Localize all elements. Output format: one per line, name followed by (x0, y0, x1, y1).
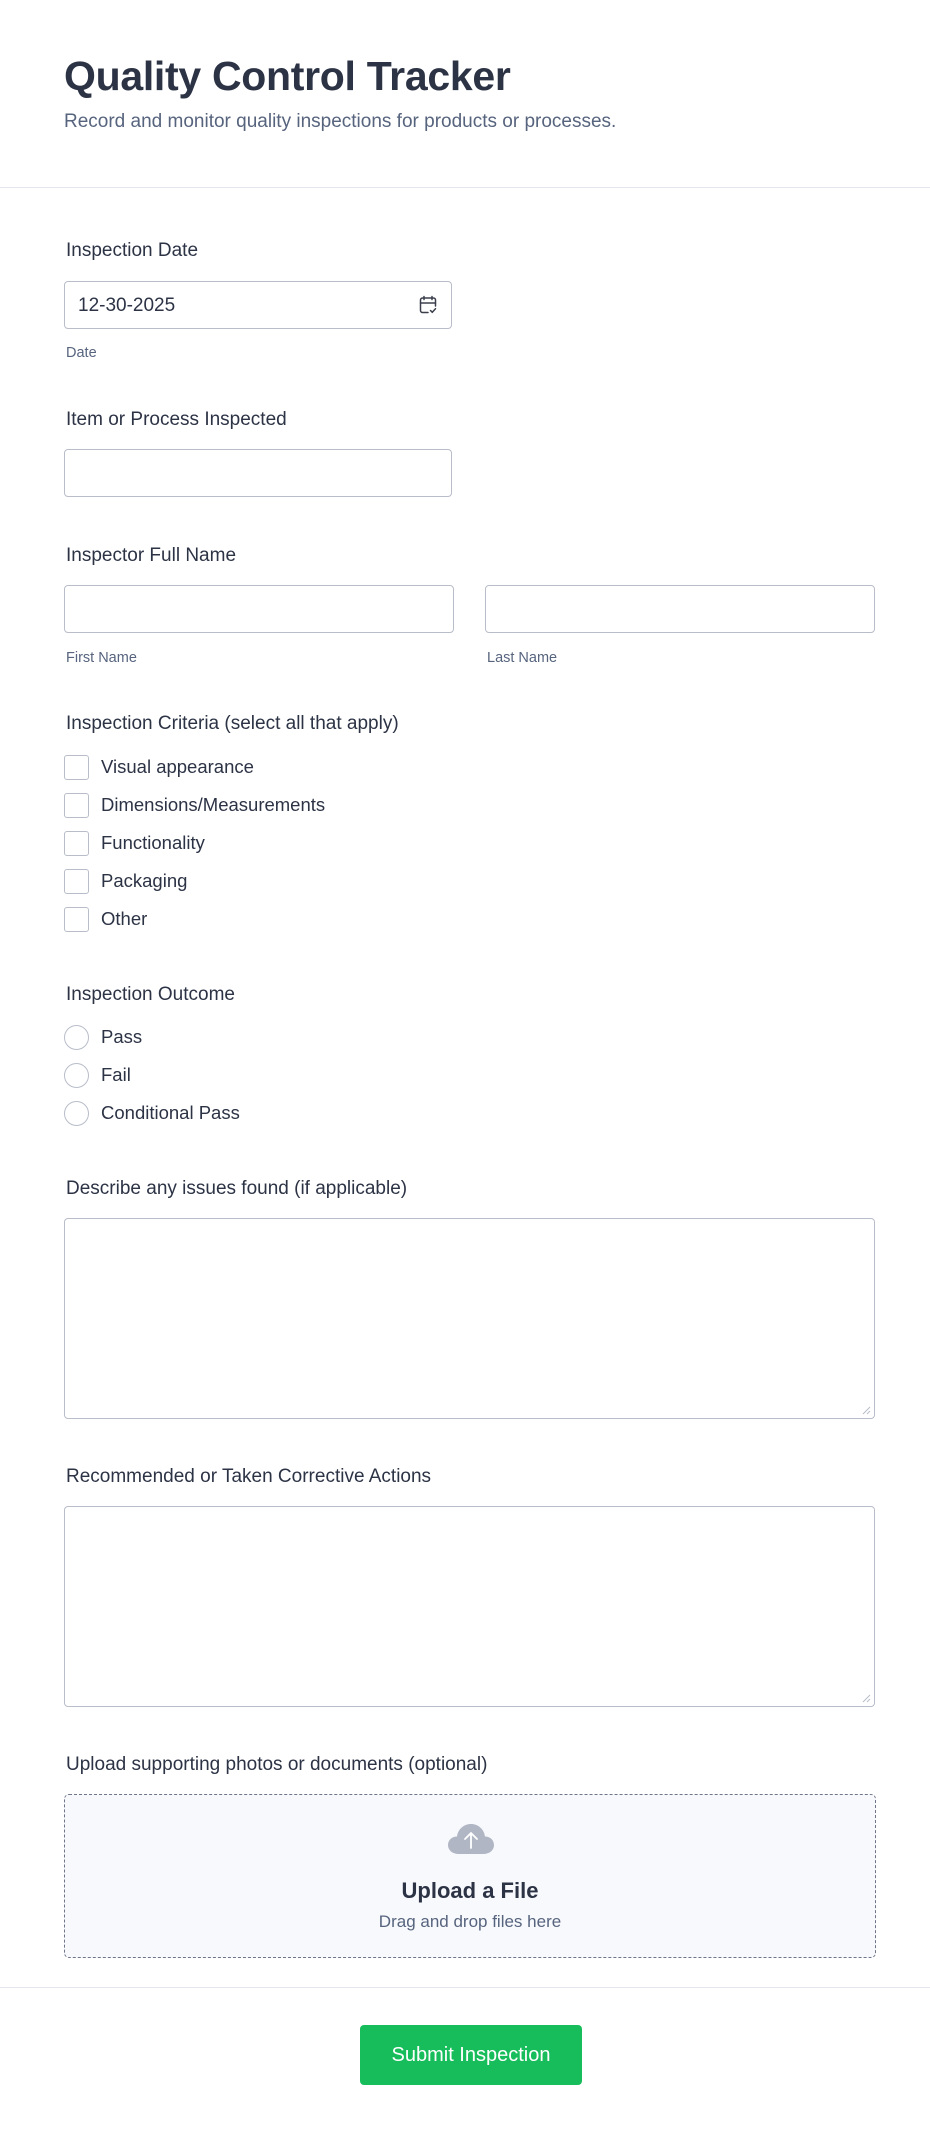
checkbox[interactable] (64, 869, 89, 894)
criteria-option-other[interactable] (64, 906, 147, 932)
inspection-date-input[interactable] (64, 281, 452, 329)
radio-label: Pass (101, 1026, 143, 1047)
first-name-sublabel: First Name (66, 650, 137, 666)
criteria-option-functionality[interactable] (64, 830, 205, 856)
submit-inspection-button[interactable]: Submit Inspection (360, 2025, 582, 2085)
checkbox-label: Other (101, 908, 148, 929)
radio-button[interactable] (64, 1063, 89, 1088)
header-divider (0, 187, 930, 188)
inspector-name-label: Inspector Full Name (66, 545, 237, 566)
radio-button[interactable] (64, 1101, 89, 1126)
criteria-option-packaging[interactable] (64, 868, 187, 894)
inspection-date-sublabel: Date (66, 345, 97, 361)
criteria-label: Inspection Criteria (select all that apply) (66, 713, 399, 734)
issues-textarea[interactable] (64, 1218, 875, 1419)
footer-divider (0, 1987, 930, 1988)
upload-subtitle: Drag and drop files here (378, 1912, 562, 1931)
inspection-date-value: 12-30-2025 (78, 295, 176, 316)
outcome-label: Inspection Outcome (66, 984, 235, 1005)
resize-handle-icon[interactable] (861, 1693, 871, 1703)
calendar-icon[interactable] (419, 295, 437, 315)
radio-button[interactable] (64, 1025, 89, 1050)
checkbox[interactable] (64, 907, 89, 932)
checkbox-label: Packaging (101, 870, 188, 891)
checkbox-label: Dimensions/Measurements (101, 794, 326, 815)
checkbox[interactable] (64, 793, 89, 818)
outcome-option-conditional-pass[interactable] (64, 1100, 240, 1126)
last-name-sublabel: Last Name (487, 650, 558, 666)
outcome-option-fail[interactable] (64, 1062, 131, 1088)
inspection-date-label: Inspection Date (66, 240, 199, 261)
checkbox-label: Visual appearance (101, 756, 254, 777)
upload-title: Upload a File (401, 1878, 539, 1903)
criteria-option-dimensions[interactable] (64, 792, 325, 818)
checkbox-label: Functionality (101, 832, 205, 853)
resize-handle-icon[interactable] (861, 1405, 871, 1415)
last-name-input[interactable] (485, 585, 875, 633)
file-upload-dropzone[interactable] (64, 1794, 876, 1958)
issues-label: Describe any issues found (if applicable) (66, 1178, 408, 1199)
radio-label: Fail (101, 1064, 131, 1085)
upload-label: Upload supporting photos or documents (optional) (66, 1754, 488, 1775)
page-subtitle: Record and monitor quality inspections for products or processes. (64, 111, 617, 132)
page-title: Quality Control Tracker (64, 53, 511, 99)
checkbox[interactable] (64, 755, 89, 780)
item-inspected-input[interactable] (64, 449, 452, 497)
first-name-input[interactable] (64, 585, 454, 633)
outcome-option-pass[interactable] (64, 1024, 142, 1050)
radio-label: Conditional Pass (101, 1102, 240, 1123)
corrective-actions-label: Recommended or Taken Corrective Actions (66, 1466, 432, 1487)
item-inspected-label: Item or Process Inspected (66, 409, 287, 430)
corrective-actions-textarea[interactable] (64, 1506, 875, 1707)
cloud-upload-icon (447, 1823, 495, 1855)
checkbox[interactable] (64, 831, 89, 856)
criteria-option-visual-appearance[interactable] (64, 754, 254, 780)
